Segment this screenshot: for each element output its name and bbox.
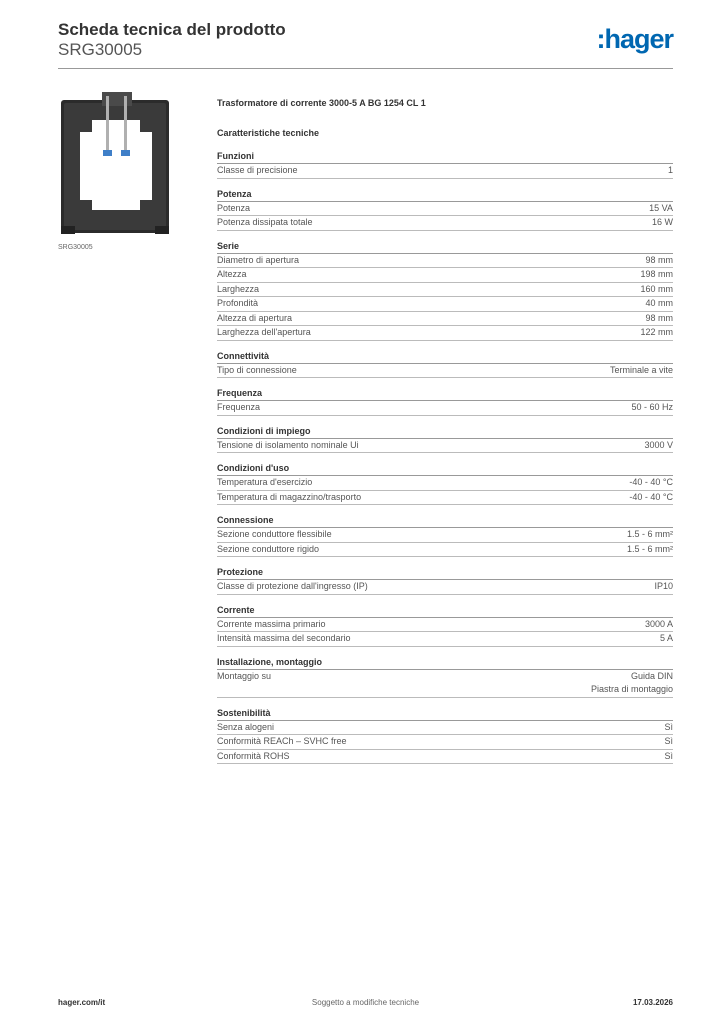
spec-value: 1: [667, 165, 673, 175]
spec-label: Sezione conduttore flessibile: [217, 529, 332, 539]
page-title: Scheda tecnica del prodotto: [58, 20, 286, 39]
section-title: Serie: [217, 240, 673, 254]
spec-sections: [217, 150, 673, 764]
spec-section: [217, 656, 673, 698]
spec-section: [217, 387, 673, 416]
spec-value: Sì: [664, 721, 673, 732]
spec-row: [217, 326, 673, 341]
spec-value: 1.5 - 6 mm²: [626, 543, 673, 554]
spec-label: Intensità massima del secondario: [217, 633, 351, 643]
section-title: Frequenza: [217, 387, 673, 401]
spec-value: Terminale a vite: [609, 364, 673, 375]
spec-label: Potenza dissipata totale: [217, 217, 313, 227]
spec-section: [217, 514, 673, 557]
spec-value: Sì: [664, 750, 673, 761]
spec-row: [217, 721, 673, 736]
hager-logo: :hager: [596, 24, 673, 54]
spec-section: [217, 350, 673, 379]
spec-value: -40 - 40 °C: [629, 491, 673, 502]
spec-section: [217, 566, 673, 595]
spec-section: [217, 425, 673, 454]
spec-row: [217, 439, 673, 454]
spec-value: -40 - 40 °C: [629, 477, 673, 487]
spec-value: 98 mm: [645, 312, 673, 323]
spec-label: Profondità: [217, 298, 259, 308]
section-title: Funzioni: [217, 150, 673, 164]
spec-label: Larghezza dell'apertura: [217, 327, 311, 337]
spec-value: 98 mm: [645, 254, 673, 265]
spec-value: 40 mm: [645, 298, 673, 308]
spec-section: [217, 188, 673, 231]
spec-value: IP10: [654, 581, 673, 591]
spec-label: Tipo di connessione: [217, 364, 297, 375]
section-title: Connettività: [217, 350, 673, 364]
spec-section: [217, 240, 673, 341]
product-photo: [58, 90, 173, 236]
spec-row: [217, 283, 673, 298]
spec-value: 3000 A: [644, 618, 673, 629]
spec-label: Corrente massima primario: [217, 618, 326, 629]
spec-label: Classe di protezione dall'ingresso (IP): [217, 581, 368, 591]
footer-note: Soggetto a modifiche tecniche: [311, 998, 420, 1007]
footer-website: hager.com/it: [58, 998, 106, 1007]
page-header: [58, 20, 673, 68]
section-title: Corrente: [217, 604, 673, 618]
spec-section: [217, 604, 673, 647]
spec-label: Larghezza: [217, 283, 260, 294]
section-title: Installazione, montaggio: [217, 656, 673, 670]
section-title: Condizioni d'uso: [217, 462, 673, 476]
spec-label: Diametro di apertura: [217, 254, 300, 265]
spec-value: Sì: [664, 736, 673, 746]
spec-value: 50 - 60 Hz: [631, 402, 673, 412]
spec-row: [217, 543, 673, 558]
spec-row: [217, 297, 673, 312]
spec-value: 5 A: [659, 633, 673, 643]
spec-row: [217, 268, 673, 283]
spec-row: [217, 202, 673, 217]
spec-section: [217, 150, 673, 179]
spec-label: Conformità REACh – SVHC free: [217, 736, 347, 746]
spec-section: [217, 462, 673, 505]
spec-row: [217, 401, 673, 416]
spec-row: [217, 528, 673, 543]
spec-row: [217, 216, 673, 231]
spec-row: [217, 364, 673, 379]
spec-label: Tensione di isolamento nominale Ui: [217, 439, 359, 450]
spec-content: [217, 97, 673, 764]
spec-value: 198 mm: [640, 269, 673, 279]
spec-value: 1.5 - 6 mm²: [626, 529, 673, 539]
spec-value: 160 mm: [640, 283, 673, 294]
spec-row: [217, 476, 673, 491]
spec-row: [217, 670, 673, 698]
header-divider: [58, 68, 673, 69]
spec-label: Temperatura d'esercizio: [217, 477, 313, 487]
spec-row: [217, 580, 673, 595]
spec-row: [217, 254, 673, 269]
spec-row: [217, 491, 673, 506]
spec-label: Sezione conduttore rigido: [217, 543, 320, 554]
product-code: SRG30005: [58, 40, 143, 59]
spec-label: Altezza di apertura: [217, 312, 293, 323]
section-title: Connessione: [217, 514, 673, 528]
spec-value: Guida DIN Piastra di montaggio: [590, 670, 673, 694]
spec-section: [217, 707, 673, 765]
spec-row: [217, 632, 673, 647]
photo-caption: SRG30005: [58, 244, 93, 251]
spec-row: [217, 164, 673, 179]
footer-date: 17.03.2026: [632, 998, 673, 1007]
spec-value: 16 W: [651, 217, 673, 227]
section-title: Condizioni di impiego: [217, 425, 673, 439]
section-title: Protezione: [217, 566, 673, 580]
spec-label: Temperatura di magazzino/trasporto: [217, 491, 362, 502]
section-title: Sostenibilità: [217, 707, 673, 721]
spec-label: Frequenza: [217, 402, 261, 412]
spec-label: Conformità ROHS: [217, 750, 290, 761]
spec-row: [217, 735, 673, 750]
spec-label: Montaggio su: [217, 670, 272, 681]
spec-value: 3000 V: [644, 439, 673, 450]
spec-row: [217, 312, 673, 327]
spec-label: Senza alogeni: [217, 721, 275, 732]
spec-label: Classe di precisione: [217, 165, 298, 175]
section-title: Potenza: [217, 188, 673, 202]
spec-value: 15 VA: [649, 202, 673, 213]
spec-row: [217, 750, 673, 765]
spec-value: 122 mm: [640, 327, 673, 337]
spec-row: [217, 618, 673, 633]
spec-label: Potenza: [217, 202, 251, 213]
spec-label: Altezza: [217, 269, 247, 279]
spec-title: Caratteristiche tecniche: [217, 128, 320, 138]
product-name: Trasformatore di corrente 3000-5 A BG 1254 CL 1: [217, 98, 426, 108]
